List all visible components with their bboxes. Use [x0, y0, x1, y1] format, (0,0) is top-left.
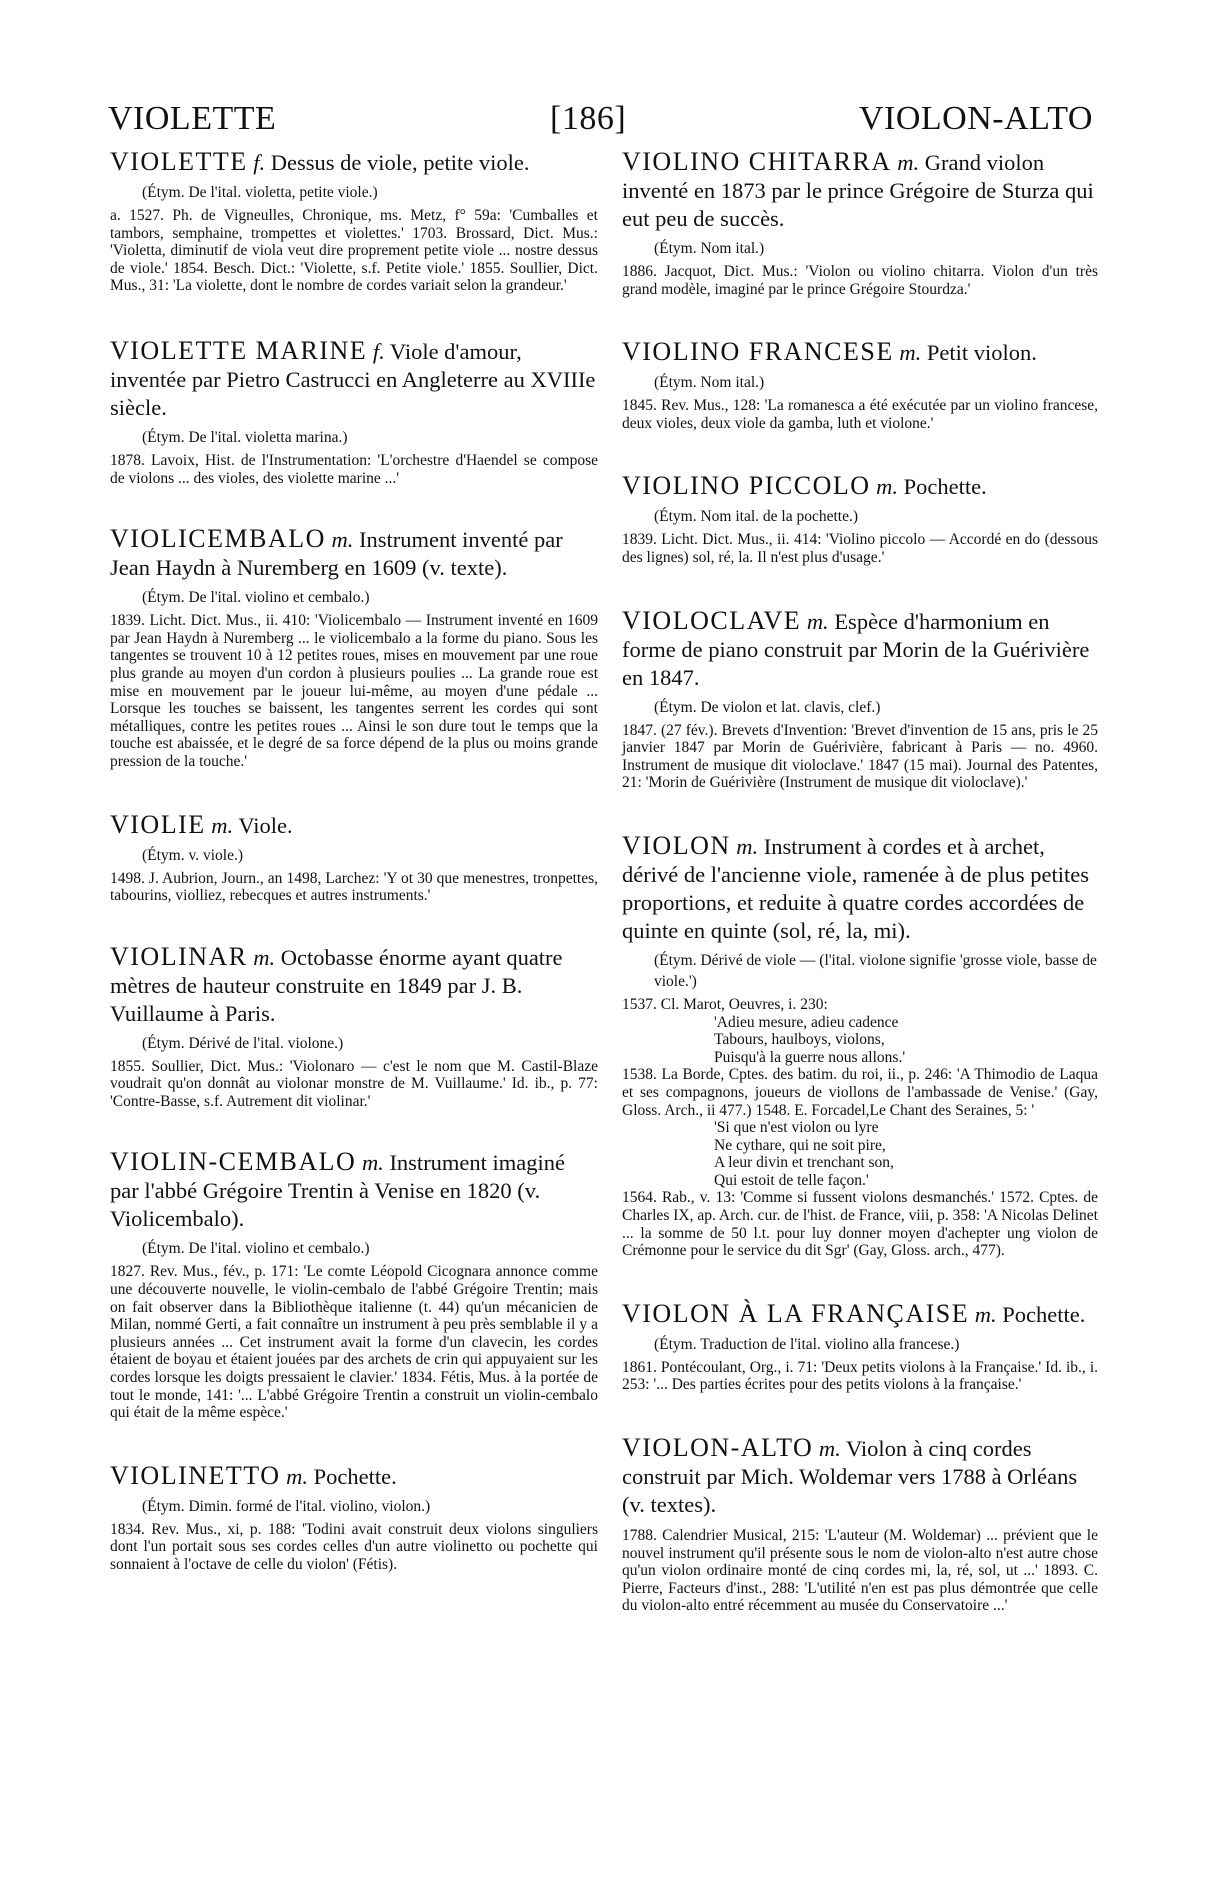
entry-violin-cembalo	[110, 1148, 598, 1421]
verse-line: 'Adieu mesure, adieu cadence	[714, 1013, 899, 1031]
etymology: (Étym. Dérivé de viole — (l'ital. violone signifie 'grosse viole, basse de viole.')	[654, 951, 1097, 990]
headword: VIOLETTE	[110, 147, 248, 176]
citations: 1855. Soullier, Dict. Mus.: 'Violonaro — c'est le nom que M. Castil-Blaze voudrait qu'on donnât au violonar monstre de M. Vuillaume.' Id. ib., p. 77: 'Contre-Basse, s.f. Autrement dit violinar.'	[110, 1057, 598, 1110]
citations: 1845. Rev. Mus., 128: 'La romanesca a été exécutée par un violino francese, deux violes, deux viole da gamba, luth et violone.'	[622, 397, 1098, 432]
citations: 1827. Rev. Mus., fév., p. 171: 'Le comte Léopold Cicognara annonce comme une découverte nouvelle, le violin-cembalo de l'abbé Grégoire Trentin; mais on fait observer dans la Bibliothèque italienne (t. 44) qu'un mécanicien de Milan, nommé Gerti, a fait connaître un instrument à peu près semblable il y a plusieurs années ... Cet instrument avait la forme d'un clavecin, les cordes étaient de boyau et étaient jouées par des archets de crin qui appuyaient sur les cordes lorsque les doigts pressaient le clavier.' 1834. Fétis, Mus. à la portée de tout le monde, 141: '... L'abbé Grégoire Trentin a construit un violin-cembalo qui était de la même espèce.'	[110, 1263, 598, 1422]
headword-line	[622, 1434, 1098, 1519]
citations: 1564. Rab., v. 13: 'Comme si fussent violons desmanchés.' 1572. Cptes. de Charles IX, ap. Arch. cur. de l'hist. de France, viii, p. 358: 'A Nicolas Delinet ... la somme de 50 l.t. pour luy donner moyen d'achepter ung violon de Crémonne pour le service du dit Sgr' (Gay, Gloss. arch., 477).	[622, 1189, 1098, 1260]
headword-line	[110, 337, 598, 422]
citations: 1847. (27 fév.). Brevets d'Invention: 'Brevet d'invention de 15 ans, pris le 25 janvier 1847 par Morin de Guérivière, fabricant à Paris — no. 4960. Instrument de musique dit violoclave.' 1847 (15 mai). Journal des Patentes, 21: 'Morin de Guérivière (Instrument de musique dit violoclave).'	[622, 721, 1098, 792]
headword: VIOLON-ALTO	[622, 1433, 814, 1463]
grammar: f.	[372, 338, 385, 364]
citations: 1878. Lavoix, Hist. de l'Instrumentation: 'L'orchestre d'Haendel se compose de violons ... des violes, des violette marine ...'	[110, 451, 598, 487]
citations: 1537. Cl. Marot, Oeuvres, i. 230:	[622, 995, 828, 1013]
citations: 1834. Rev. Mus., xi, p. 188: 'Todini avait construit deux violons singuliers dont l'un portait sous ses cordes celles d'un autre violinetto ou pochette qui sonnaient à l'octave de celle du violon' (Fétis).	[110, 1520, 598, 1573]
headword-line	[110, 525, 598, 582]
definition: Octobasse énorme ayant quatre mètres de hauteur construite en 1849 par J. B. Vuillaume à Paris.	[110, 944, 563, 1026]
headword: VIOLIN-CEMBALO	[110, 1147, 357, 1177]
definition: Dessus de viole, petite viole.	[265, 150, 530, 175]
grammar: m.	[897, 150, 920, 175]
citations: a. 1527. Ph. de Vigneulles, Chronique, ms. Metz, f° 59a: 'Cumballes et tambors, semphaine, trompettes et violettes.' 1703. Brossard, Dict. Mus.: 'Violetta, diminutif de viola veut dire proprement petite viole ... nostre dessus de viole.' 1854. Besch. Dict.: 'Violette, s.f. Petite viole.' 1855. Soullier, Dict. Mus., 31: 'La violette, dont le nombre de cordes variait selon la grandeur.'	[110, 207, 598, 295]
entry-violino-francese	[622, 338, 1098, 432]
entry-violinetto	[110, 1462, 598, 1574]
headword: VIOLINO FRANCESE	[622, 337, 894, 367]
right-column	[622, 148, 1098, 1615]
etymology: (Étym. Nom ital.)	[654, 240, 765, 257]
etymology: (Étym. Traduction de l'ital. violino alla francese.)	[654, 1335, 960, 1353]
header-left-guide-word: VIOLETTE	[108, 100, 277, 137]
citations: 1886. Jacquot, Dict. Mus.: 'Violon ou violino chitarra. Violon d'un très grand modèle, imaginé par le prince Grégoire Stourdza.'	[622, 263, 1098, 298]
entry-violino-piccolo	[622, 472, 1098, 566]
headword-line	[622, 607, 1098, 692]
etymology: (Étym. Nom ital. de la pochette.)	[654, 508, 859, 526]
citations: 1839. Licht. Dict. Mus., ii. 410: 'Violicembalo — Instrument inventé en 1609 par Jean Haydn à Nuremberg ... le violicembalo a la forme du piano. Sous les tangentes se trouvent 10 à 12 petites roues, mises en mouvement par une roue plus grande au moyen d'un cordon à plusieurs poulies ... La grande roue est mise en mouvement par le joueur lui-même, au moyen d'une pédale ... Lorsque les touches se baissent, les tangentes serrent les cordes qui sont métalliques, contre les petites roues ... Ainsi le son dure tout le temps que la touche est abaissée, et le degré de sa force dépend de la plus ou moins grande pression de la touche.'	[110, 612, 598, 770]
definition: Violon à cinq cordes construit par Mich. Woldemar vers 1788 à Orléans (v. textes).	[622, 1436, 1078, 1518]
grammar: m.	[211, 812, 234, 838]
headword: VIOLINAR	[110, 941, 248, 971]
etymology: (Étym. Dérivé de l'ital. violone.)	[142, 1034, 344, 1052]
definition: Pochette.	[996, 1301, 1086, 1327]
definition: Pochette.	[307, 1463, 397, 1489]
headword: VIOLETTE MARINE	[110, 335, 368, 365]
running-header	[108, 100, 1093, 144]
headword-line	[622, 338, 1098, 367]
verse-line: 'Si que n'est violon ou lyre	[714, 1119, 879, 1137]
verse-line: Qui estoit de telle façon.'	[714, 1171, 869, 1189]
definition: Espèce d'harmonium en forme de piano construit par Morin de la Guérivière en 1847.	[622, 608, 1090, 690]
citations: 1861. Pontécoulant, Org., i. 71: 'Deux petits violons à la Française.' Id. ib., i. 253: '... Des parties écrites pour des petits violons à la française.'	[622, 1358, 1098, 1394]
entry-violette	[110, 148, 598, 295]
definition: Instrument à cordes et à archet, dérivé de l'ancienne viole, ramenée à de plus petites proportions, et reduite à quatre cordes accordées de quinte en quinte (sol, ré, la, mi).	[622, 833, 1089, 943]
definition: Viole.	[233, 812, 293, 838]
entry-violette-marine	[110, 337, 598, 487]
citations: 1839. Licht. Dict. Mus., ii. 414: 'Violino piccolo — Accordé en do (dessous des lignes) sol, ré, la. Il n'est plus d'usage.'	[622, 531, 1098, 566]
grammar: m.	[286, 1463, 308, 1489]
entry-violon-a-la-francaise	[622, 1300, 1098, 1394]
grammar: m.	[974, 1301, 997, 1327]
headword: VIOLIE	[110, 809, 206, 839]
entry-violon	[622, 832, 1098, 1260]
headword-line	[110, 1148, 598, 1233]
headword-line	[110, 1462, 598, 1491]
citations: 1538. La Borde, Cptes. des batim. du roi, ii., p. 246: 'A Thimodio de Laqua et ses compagnons, joueurs de viollons de l'ambassade de Venise.' (Gay, Gloss. Arch., ii 477.) 1548. E. Forcadel,Le Chant des Seraines, 5: '	[622, 1066, 1098, 1119]
headword-line	[622, 472, 1098, 501]
definition: Viole d'amour, inventée par Pietro Castrucci en Angleterre au XVIIIe siècle.	[110, 338, 596, 420]
etymology: (Étym. Nom ital.)	[654, 374, 765, 392]
verse-line: Ne cythare, qui ne soit pire,	[714, 1136, 886, 1154]
etymology: (Étym. De l'ital. violetta, petite viole.)	[142, 184, 378, 201]
headword: VIOLOCLAVE	[622, 605, 802, 635]
definition: Pochette.	[898, 474, 987, 500]
entry-violicembalo	[110, 525, 598, 770]
grammar: m.	[806, 608, 829, 634]
grammar: m.	[736, 833, 759, 859]
etymology: (Étym. Dimin. formé de l'ital. violino, violon.)	[142, 1497, 431, 1515]
headword: VIOLINO CHITARRA	[622, 147, 892, 176]
headword-line	[110, 811, 598, 840]
headword-line	[622, 1300, 1098, 1329]
etymology: (Étym. De violon et lat. clavis, clef.)	[654, 698, 881, 716]
verse-line: Puisqu'à la guerre nous allons.'	[714, 1048, 906, 1066]
header-right-guide-word: VIOLON-ALTO	[858, 100, 1093, 137]
headword-line	[110, 148, 598, 177]
grammar: m.	[331, 527, 354, 553]
entry-violie	[110, 811, 598, 905]
definition: Instrument imaginé par l'abbé Grégoire Trentin à Venise en 1820 (v. Violicembalo).	[110, 1150, 566, 1232]
grammar: m.	[899, 340, 922, 366]
entry-violon-alto	[622, 1434, 1098, 1615]
definition: Instrument inventé par Jean Haydn à Nuremberg en 1609 (v. texte).	[110, 527, 563, 581]
entry-violoclave	[622, 607, 1098, 792]
left-column	[110, 148, 598, 1574]
citations: 1498. J. Aubrion, Journ., an 1498, Larchez: 'Y ot 30 que menestres, tronpettes, tabourins, violliez, rebecques et autres instruments.'	[110, 869, 598, 905]
definition: Petit violon.	[921, 340, 1037, 366]
headword-line	[110, 943, 598, 1028]
grammar: f.	[253, 150, 266, 175]
grammar: m.	[876, 474, 899, 500]
entry-violino-chitarra	[622, 148, 1098, 298]
grammar: m.	[361, 1150, 384, 1176]
definition: Grand violon inventé en 1873 par le prince Grégoire de Sturza qui eut peu de succès.	[622, 150, 1094, 231]
etymology: (Étym. De l'ital. violino et cembalo.)	[142, 589, 370, 607]
headword-line	[622, 832, 1098, 945]
page-number: [186]	[550, 100, 627, 137]
headword: VIOLINETTO	[110, 1460, 281, 1490]
etymology: (Étym. De l'ital. violino et cembalo.)	[142, 1240, 370, 1258]
verse-line: Tabours, haulboys, violons,	[714, 1031, 885, 1049]
grammar: m.	[818, 1436, 841, 1462]
headword: VIOLINO PICCOLO	[622, 471, 871, 501]
headword: VIOLON	[622, 830, 731, 860]
headword-line	[622, 148, 1098, 233]
headword: VIOLICEMBALO	[110, 524, 326, 554]
grammar: m.	[253, 944, 276, 970]
etymology: (Étym. v. viole.)	[142, 846, 244, 864]
etymology: (Étym. De l'ital. violetta marina.)	[142, 428, 348, 446]
entry-violinar	[110, 943, 598, 1111]
verse-line: A leur divin et trenchant son,	[714, 1154, 894, 1172]
headword: VIOLON À LA FRANÇAISE	[622, 1298, 970, 1328]
citations: 1788. Calendrier Musical, 215: 'L'auteur (M. Woldemar) ... prévient que le nouvel instrument qu'il présente sous le nom de violon-alto n'est autre chose qu'un violon ordinaire monté de cinq cordes mi, la, ré, sol, ut ...' 1893. C. Pierre, Facteurs d'inst., 288: 'L'utilité n'en est pas plus démontrée que celle du violon-alto entré récemment au musée du Conservatoire ...'	[622, 1527, 1098, 1615]
